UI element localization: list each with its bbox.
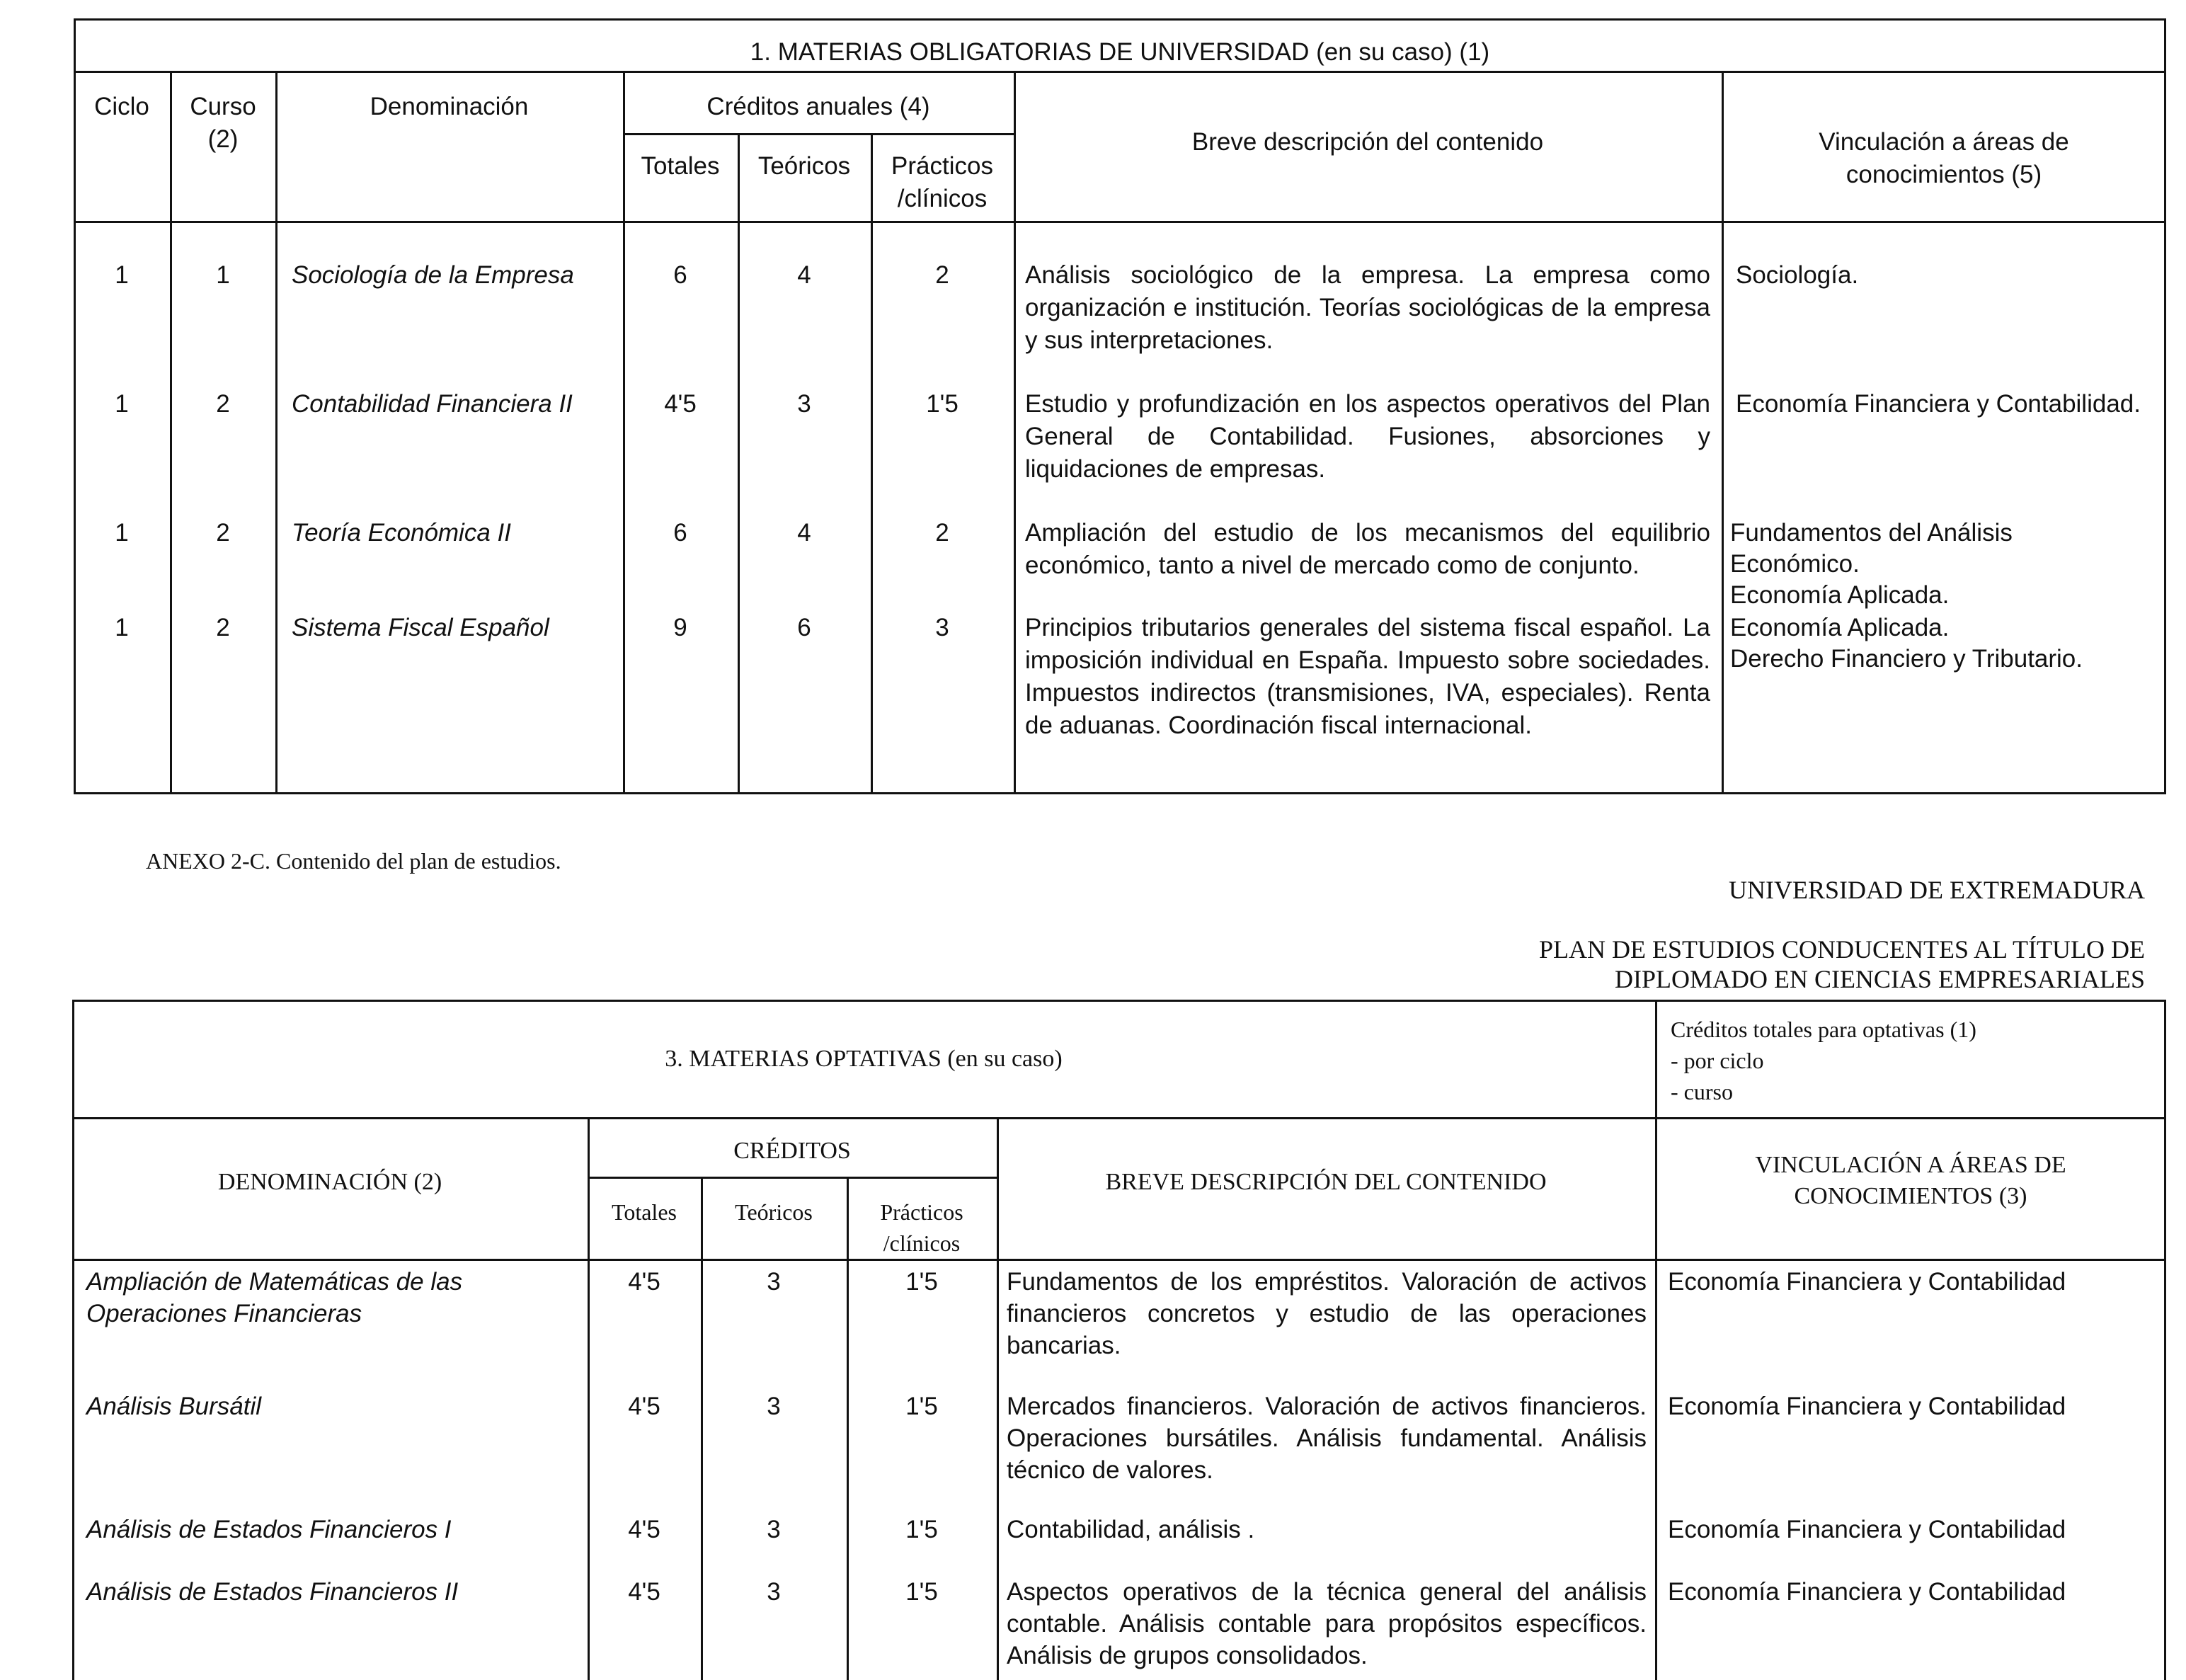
- cell-ciclo: 1: [115, 261, 129, 289]
- cell-descripcion: Análisis sociológico de la empresa. La empresa como organización e institución. Teorías sociológicas de la empresa y sus interpretaciones.: [1025, 261, 1710, 354]
- cell-practicos: 1'5: [905, 1578, 938, 1606]
- cell-descripcion: Estudio y profundización en los aspectos operativos del Plan General de Contabilidad. Fusiones, absorciones y liquidaciones de empresas.: [1025, 390, 1710, 483]
- cell-totales: 6: [673, 519, 687, 547]
- header-descripcion: BREVE DESCRIPCIÓN DEL CONTENIDO: [1105, 1169, 1547, 1195]
- cell-ciclo: 1: [115, 390, 129, 418]
- header-practicos-2: /clínicos: [883, 1230, 961, 1256]
- cell-practicos: 3: [935, 614, 949, 641]
- cell-teoricos: 3: [767, 1268, 781, 1296]
- cell-area: Economía Aplicada.: [1730, 581, 1950, 609]
- header-creditos: CRÉDITOS: [733, 1138, 851, 1164]
- header-vinculacion-2: CONOCIMIENTOS (3): [1794, 1183, 2027, 1209]
- cell-curso: 2: [216, 519, 230, 547]
- credits-note-line: - curso: [1671, 1079, 1733, 1104]
- cell-practicos: 1'5: [905, 1268, 938, 1296]
- cell-teoricos: 3: [797, 390, 811, 418]
- compulsory-subjects-table: [74, 18, 2166, 794]
- divider: [623, 133, 1014, 135]
- header-practicos: Prácticos: [891, 152, 993, 180]
- cell-area: Economía Aplicada.: [1730, 614, 1950, 641]
- header-teoricos: Teóricos: [757, 152, 851, 180]
- cell-descripcion: Principios tributarios generales del sistema fiscal español. La imposición individual en España. Impuesto sobre sociedades. Impuestos indirectos (transmisiones, IVA, especiales). Renta de aduanas. Coordinación fiscal internacional.: [1025, 614, 1710, 739]
- credits-note-line: Créditos totales para optativas (1): [1671, 1017, 1976, 1042]
- header-vinculacion: Vinculación a áreas de: [1819, 128, 2069, 156]
- cell-totales: 4'5: [664, 390, 697, 418]
- divider: [72, 1000, 2166, 1002]
- cell-area: Economía Financiera y Contabilidad: [1668, 1268, 2066, 1296]
- header-totales: Totales: [612, 1199, 677, 1225]
- cell-curso: 2: [216, 614, 230, 641]
- divider: [72, 1117, 2166, 1119]
- table-title: 1. MATERIAS OBLIGATORIAS DE UNIVERSIDAD (en su caso) (1): [750, 38, 1490, 66]
- cell-totales: 4'5: [628, 1516, 660, 1543]
- cell-denominacion: Sociología de la Empresa: [292, 261, 574, 289]
- cell-area: Economía Financiera y Contabilidad: [1668, 1516, 2066, 1543]
- header-totales: Totales: [641, 152, 720, 180]
- cell-descripcion: Contabilidad, análisis .: [1007, 1516, 1255, 1543]
- divider: [74, 221, 2166, 223]
- divider: [997, 1117, 999, 1680]
- cell-denominacion: Sistema Fiscal Español: [292, 614, 549, 641]
- cell-practicos: 1'5: [905, 1516, 938, 1543]
- optional-subjects-table: [72, 1000, 2166, 1680]
- header-vinculacion-2: conocimientos (5): [1845, 161, 2042, 188]
- cell-totales: 4'5: [628, 1268, 660, 1296]
- divider: [275, 71, 277, 794]
- cell-denominacion: Contabilidad Financiera II: [292, 390, 573, 418]
- header-practicos: Prácticos: [880, 1199, 963, 1225]
- cell-practicos: 2: [935, 261, 949, 289]
- cell-totales: 6: [673, 261, 687, 289]
- cell-area: Fundamentos del Análisis: [1730, 519, 2013, 547]
- cell-area: Derecho Financiero y Tributario.: [1730, 645, 2083, 673]
- cell-totales: 4'5: [628, 1578, 660, 1606]
- cell-descripcion: Fundamentos de los empréstitos. Valoración de activos financieros concretos y estudio de las operaciones bancarias.: [1007, 1268, 1647, 1359]
- cell-ciclo: 1: [115, 519, 129, 547]
- cell-teoricos: 6: [797, 614, 811, 641]
- plan-title-line2: DIPLOMADO EN CIENCIAS EMPRESARIALES: [1614, 965, 2145, 993]
- cell-practicos: 2: [935, 519, 949, 547]
- cell-descripcion: Aspectos operativos de la técnica general del análisis contable. Análisis contable para propósitos específicos. Análisis de grupos consolidados.: [1007, 1578, 1647, 1669]
- header-denominacion: Denominación: [370, 93, 529, 120]
- cell-area: Economía Financiera y Contabilidad: [1668, 1393, 2066, 1420]
- divider: [72, 1000, 74, 1680]
- divider: [2164, 1000, 2166, 1680]
- divider: [588, 1177, 997, 1179]
- cell-teoricos: 4: [797, 519, 811, 547]
- cell-denominacion: Análisis de Estados Financieros II: [86, 1578, 459, 1606]
- header-denominacion: DENOMINACIÓN (2): [217, 1169, 442, 1195]
- cell-area: Sociología.: [1736, 261, 1859, 289]
- divider: [72, 1259, 2166, 1261]
- cell-curso: 1: [216, 261, 230, 289]
- cell-area: Economía Financiera y Contabilidad: [1668, 1578, 2066, 1606]
- divider: [170, 71, 172, 794]
- header-practicos-2: /clínicos: [897, 185, 988, 212]
- cell-descripcion: Ampliación del estudio de los mecanismos del equilibrio económico, tanto a nivel de mercado como de conjunto.: [1025, 519, 1710, 579]
- cell-denominacion: Ampliación de Matemáticas de las: [86, 1268, 463, 1296]
- header-creditos: Créditos anuales (4): [706, 93, 930, 120]
- cell-teoricos: 3: [767, 1578, 781, 1606]
- cell-practicos: 1'5: [905, 1393, 938, 1420]
- header-descripcion: Breve descripción del contenido: [1191, 128, 1544, 156]
- credits-note: [1671, 1014, 1976, 1107]
- cell-denominacion: Teoría Económica II: [292, 519, 511, 547]
- header-curso-note: (2): [207, 125, 239, 153]
- divider: [871, 133, 873, 794]
- divider: [738, 133, 740, 794]
- cell-totales: 9: [673, 614, 687, 641]
- cell-denominacion: Operaciones Financieras: [86, 1300, 362, 1327]
- cell-area: Economía Financiera y Contabilidad.: [1736, 390, 2141, 418]
- cell-teoricos: 4: [797, 261, 811, 289]
- header-ciclo: Ciclo: [94, 93, 149, 120]
- divider: [1014, 71, 1016, 794]
- divider: [74, 71, 2166, 73]
- cell-totales: 4'5: [628, 1393, 660, 1420]
- cell-curso: 2: [216, 390, 230, 418]
- header-curso: Curso: [190, 93, 256, 120]
- annex-caption: ANEXO 2-C. Contenido del plan de estudios.: [146, 848, 561, 874]
- cell-practicos: 1'5: [926, 390, 958, 418]
- divider: [1655, 1000, 1657, 1117]
- credits-note-line: - por ciclo: [1671, 1048, 1764, 1073]
- plan-title-line1: PLAN DE ESTUDIOS CONDUCENTES AL TÍTULO DE: [1539, 935, 2145, 964]
- cell-teoricos: 3: [767, 1516, 781, 1543]
- cell-area: Económico.: [1730, 550, 1860, 578]
- cell-ciclo: 1: [115, 614, 129, 641]
- cell-denominacion: Análisis Bursátil: [86, 1393, 262, 1420]
- cell-denominacion: Análisis de Estados Financieros I: [86, 1516, 452, 1543]
- header-vinculacion: VINCULACIÓN A ÁREAS DE: [1755, 1152, 2066, 1178]
- cell-descripcion: Mercados financieros. Valoración de activos financieros. Operaciones bursátiles. Análisis fundamental. Análisis técnico de valores.: [1007, 1393, 1647, 1484]
- cell-teoricos: 3: [767, 1393, 781, 1420]
- university-name: UNIVERSIDAD DE EXTREMADURA: [1729, 876, 2145, 904]
- table-title: 3. MATERIAS OPTATIVAS (en su caso): [665, 1046, 1063, 1072]
- header-teoricos: Teóricos: [735, 1199, 813, 1225]
